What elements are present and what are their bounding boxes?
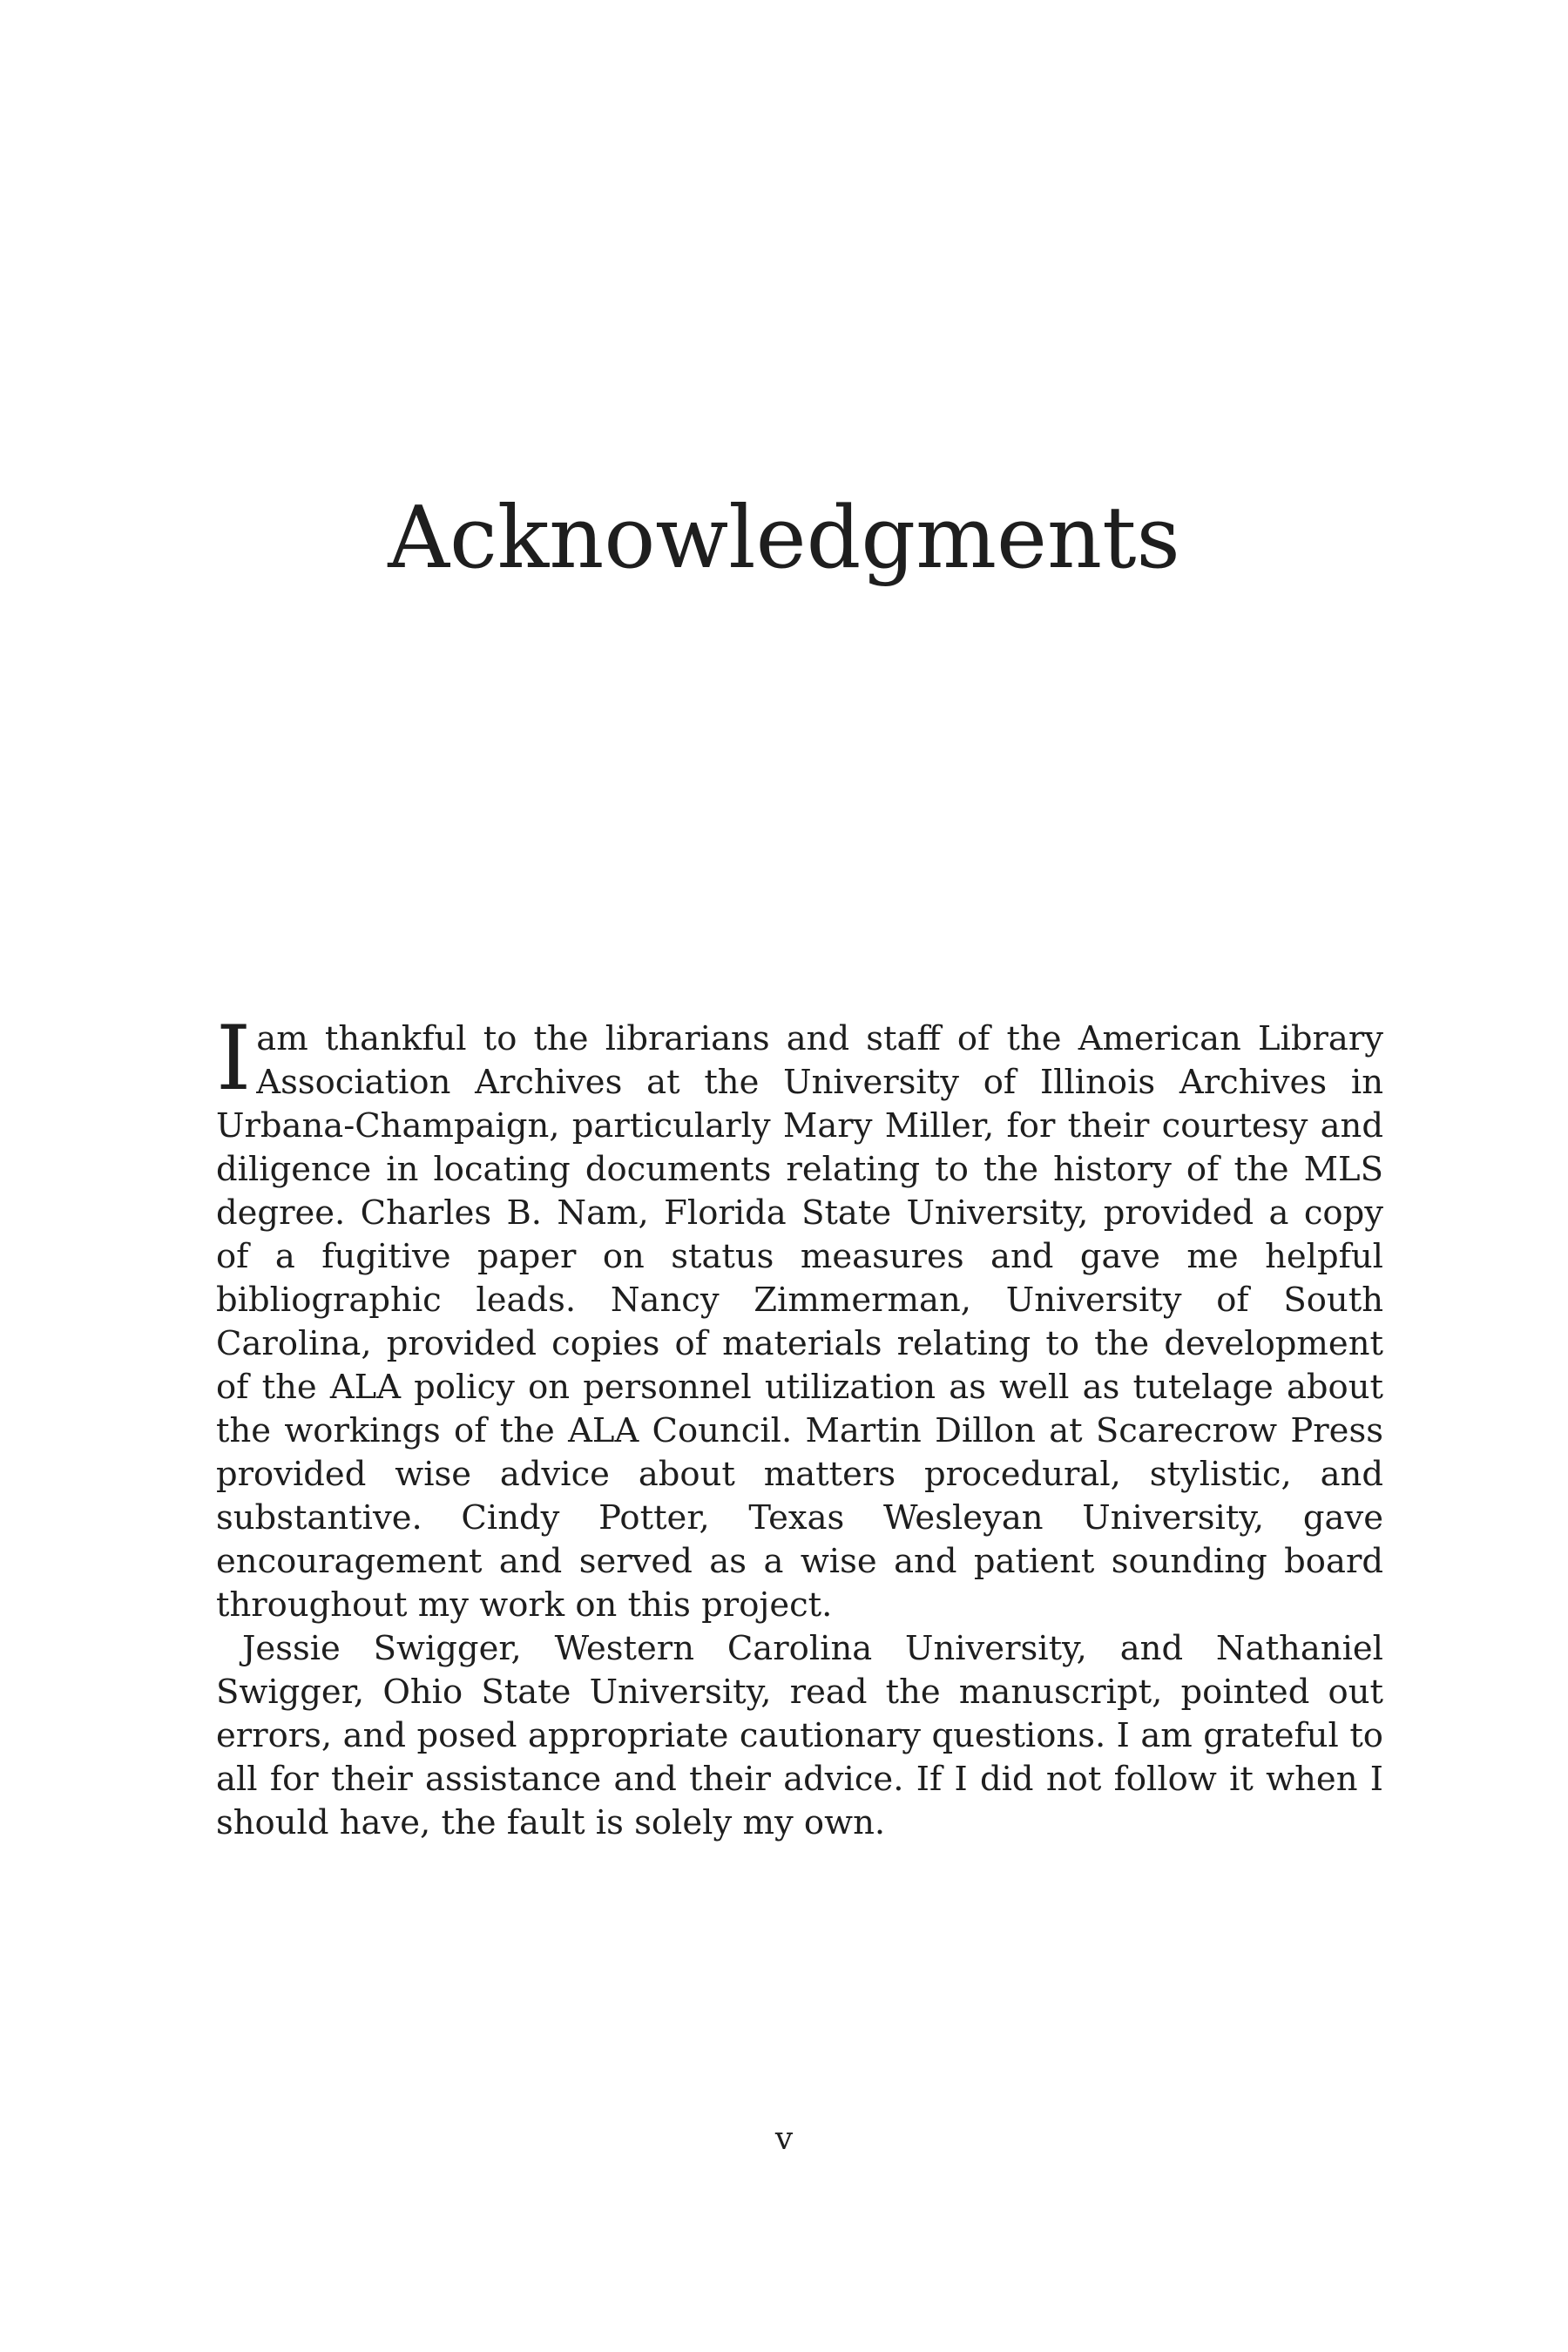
- paragraph-1-text: am thankful to the librarians and staff of the American Library Association Archives at the University of Illinois Archives in Urbana-Champaign, particularly Mary Miller, for their courtesy and diligence in locating documents relating to the history of the MLS degree. Charles B. Nam, Florida State University, provided a copy of a fugitive paper on status measures and gave me helpful bibliographic leads. Nancy Zimmerman, University of South Carolina, provided copies of materials relating to the development of the ALA policy on personnel utilization as well as tutelage about the workings of the ALA Council. Martin Dillon at Scarecrow Press provided wise advice about matters procedural, stylistic, and substantive. Cindy Potter, Texas Wesleyan University, gave encouragement and served as a wise and patient sounding board throughout my work on this project.: [216, 1019, 1383, 1625]
- body-text: [216, 1007, 1383, 1845]
- page-number: v: [774, 2121, 794, 2157]
- paragraph-2: [216, 1627, 1383, 1845]
- paragraph-2-text: Jessie Swigger, Western Carolina University, and Nathaniel Swigger, Ohio State University, read the manuscript, pointed out errors, and posed appropriate cautionary questions. I am grateful to all for their assistance and their advice. If I did not follow it when I should have, the fault is solely my own.: [216, 1629, 1383, 1842]
- paragraph-1: [216, 1007, 1383, 1627]
- drop-cap: I: [216, 1007, 252, 1111]
- chapter-title: Acknowledgments: [388, 489, 1180, 588]
